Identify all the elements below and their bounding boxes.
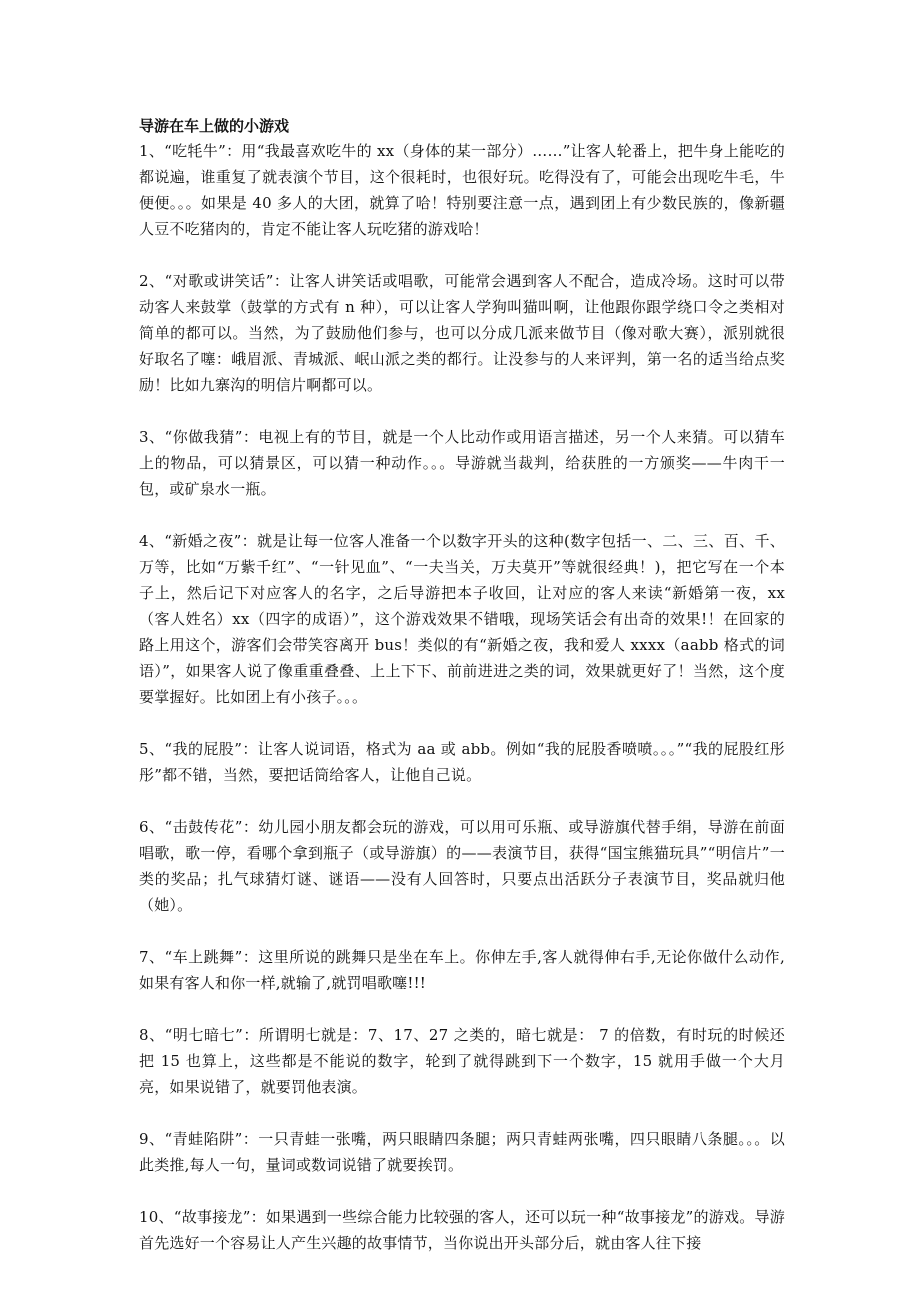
paragraph-game-6: 6、“击鼓传花”：幼儿园小朋友都会玩的游戏，可以用可乐瓶、或导游旗代替手绢，导游在前面唱歌，歌一停，看哪个拿到瓶子（或导游旗）的——表演节目，获得“国宝熊猫玩具”“明信片”一类的奖品；扎气球猜灯谜、谜语——没有人回答时，只要点出活跃分子表演节目，奖品就归他（她）。	[139, 818, 785, 914]
document-page	[139, 114, 785, 1256]
paragraph-game-9: 9、“青蛙陷阱”：一只青蛙一张嘴，两只眼睛四条腿；两只青蛙两张嘴，四只眼睛八条腿。。。以此类推,每人一句，量词或数词说错了就要挨罚。	[139, 1130, 785, 1174]
game-list	[139, 138, 785, 1256]
paragraph-game-3: 3、“你做我猜”：电视上有的节目，就是一个人比动作或用语言描述，另一个人来猜。可以猜车上的物品，可以猜景区，可以猜一种动作。。。导游就当裁判，给获胜的一方颁奖——牛肉干一包，或矿泉水一瓶。	[139, 428, 785, 498]
paragraph-game-4: 4、“新婚之夜”：就是让每一位客人准备一个以数字开头的这种(数字包括一、二、三、百、千、万等，比如“万紫千红”、“一针见血”、“一夫当关，万夫莫开”等就很经典！)，把它写在一个本子上，然后记下对应客人的名字，之后导游把本子收回，让对应的客人来读“新婚第一夜，xx（客人姓名）xx（四字的成语）”，这个游戏效果不错哦，现场笑话会有出奇的效果!！在回家的路上用这个，游客们会带笑容离开 bus！类似的有“新婚之夜，我和爱人 xxxx（aabb 格式的词语）”，如果客人说了像重重叠叠、上上下下、前前进进之类的词，效果就更好了！当然，这个度要掌握好。比如团上有小孩子。。。	[139, 532, 785, 706]
paragraph-game-5: 5、“我的屁股”：让客人说词语，格式为 aa 或 abb。例如“我的屁股香喷喷。。。”“我的屁股红彤彤”都不错，当然，要把话筒给客人，让他自己说。	[139, 740, 785, 784]
paragraph-game-2: 2、“对歌或讲笑话”：让客人讲笑话或唱歌，可能常会遇到客人不配合，造成冷场。这时可以带动客人来鼓掌（鼓掌的方式有 n 种），可以让客人学狗叫猫叫啊，让他跟你跟学绕口令之类相对简单的都可以。当然，为了鼓励他们参与，也可以分成几派来做节目（像对歌大赛），派别就很好取名了噻：峨眉派、青城派、岷山派之类的都行。让没参与的人来评判，第一名的适当给点奖励！比如九寨沟的明信片啊都可以。	[139, 272, 785, 394]
paragraph-game-10: 10、“故事接龙”：如果遇到一些综合能力比较强的客人，还可以玩一种“故事接龙”的游戏。导游首先选好一个容易让人产生兴趣的故事情节，当你说出开头部分后，就由客人往下接	[139, 1208, 785, 1252]
document-title: 导游在车上做的小游戏	[139, 117, 290, 135]
paragraph-game-7: 7、“车上跳舞”：这里所说的跳舞只是坐在车上。你伸左手,客人就得伸右手,无论你做什么动作,如果有客人和你一样,就输了,就罚唱歌噻!!!	[139, 948, 785, 992]
paragraph-game-1: 1、“吃牦牛”：用“我最喜欢吃牛的 xx（身体的某一部分）……”让客人轮番上，把牛身上能吃的都说遍，谁重复了就表演个节目，这个很耗时，也很好玩。吃得没有了，可能会出现吃牛毛，牛便便。。。如果是 40 多人的大团，就算了哈！特别要注意一点，遇到团上有少数民族的，像新疆人豆不吃猪肉的，肯定不能让客人玩吃猪的游戏哈！	[139, 142, 785, 238]
paragraph-game-8: 8、“明七暗七”：所谓明七就是：7、17、27 之类的，暗七就是： 7 的倍数，有时玩的时候还把 15 也算上，这些都是不能说的数字，轮到了就得跳到下一个数字，15 就用手做一个大月亮，如果说错了，就要罚他表演。	[139, 1026, 785, 1096]
